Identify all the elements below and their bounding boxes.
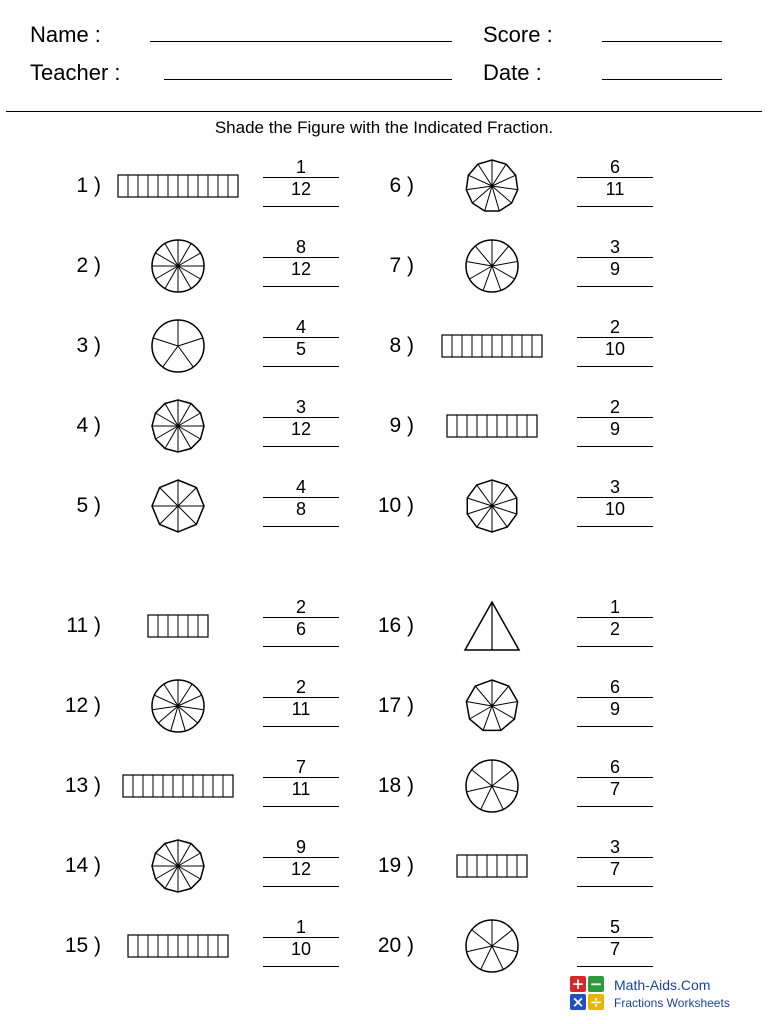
sector-divider: [492, 266, 501, 290]
answer-line[interactable]: [577, 446, 653, 447]
sector-divider: [178, 506, 196, 524]
bar-outline: [123, 775, 233, 797]
fraction-denominator: 7: [609, 859, 620, 879]
fraction-figure-circle[interactable]: [460, 754, 524, 818]
fraction-denominator: 12: [290, 259, 312, 279]
fraction-numerator: 9: [263, 837, 339, 858]
sector-divider: [178, 338, 203, 346]
fraction-numerator: 3: [577, 837, 653, 858]
fraction-figure-bar[interactable]: [122, 774, 234, 798]
times-icon: ×: [571, 993, 585, 1011]
fraction-figure-circle[interactable]: [146, 674, 210, 738]
date-label: Date :: [483, 60, 542, 85]
sector-divider: [467, 498, 492, 506]
answer-line[interactable]: [263, 966, 339, 967]
sector-divider: [492, 485, 507, 506]
fraction-numerator: 1: [263, 917, 339, 938]
answer-line[interactable]: [577, 646, 653, 647]
sector-divider: [492, 946, 503, 969]
sector-divider: [469, 266, 492, 279]
problem-number: 14 ): [64, 854, 101, 877]
answer-line[interactable]: [577, 286, 653, 287]
problem-number: 10 ): [377, 494, 414, 517]
problem-number: 16 ): [377, 614, 414, 637]
sector-divider: [160, 506, 178, 524]
fraction-numerator: 2: [577, 317, 653, 338]
fraction-figure-triangle[interactable]: [463, 600, 521, 652]
sector-divider: [178, 488, 196, 506]
fraction-numerator: 3: [263, 397, 339, 418]
fraction-denominator: 9: [609, 699, 620, 719]
sector-divider: [492, 930, 512, 946]
answer-line[interactable]: [577, 526, 653, 527]
answer-line[interactable]: [263, 206, 339, 207]
fraction-figure-polygon[interactable]: [146, 834, 210, 898]
sector-divider: [163, 346, 178, 367]
fraction-numerator: 4: [263, 317, 339, 338]
teacher-label: Teacher :: [30, 60, 121, 85]
fraction-numerator: 2: [577, 397, 653, 418]
fraction-figure-bar[interactable]: [441, 334, 543, 358]
sector-divider: [472, 930, 492, 946]
fraction-numerator: 8: [263, 237, 339, 258]
fraction-denominator: 12: [290, 419, 312, 439]
fraction-figure-bar[interactable]: [127, 934, 229, 958]
problem-number: 2 ): [76, 254, 101, 277]
instructions: Shade the Figure with the Indicated Fraction.: [214, 118, 554, 137]
answer-line[interactable]: [263, 366, 339, 367]
fraction-figure-circle[interactable]: [460, 234, 524, 298]
sector-divider: [472, 770, 492, 786]
bar-outline: [447, 415, 537, 437]
sector-divider: [467, 506, 492, 514]
problem-number: 13 ): [64, 774, 101, 797]
fraction-denominator: 10: [290, 939, 312, 959]
fraction-figure-polygon[interactable]: [146, 394, 210, 458]
problem-number: 9 ): [389, 414, 414, 437]
sector-divider: [467, 786, 492, 792]
sector-divider: [492, 706, 515, 719]
fraction-figure-bar[interactable]: [147, 614, 209, 638]
fraction-numerator: 6: [577, 157, 653, 178]
fraction-numerator: 3: [577, 237, 653, 258]
answer-line[interactable]: [577, 966, 653, 967]
score-field[interactable]: [602, 41, 722, 42]
fraction-denominator: 11: [605, 179, 625, 199]
answer-line[interactable]: [263, 646, 339, 647]
fraction-figure-bar[interactable]: [446, 414, 538, 438]
fraction-denominator: 12: [290, 179, 312, 199]
problem-number: 3 ): [76, 334, 101, 357]
problem-number: 19 ): [377, 854, 414, 877]
problem-number: 15 ): [64, 934, 101, 957]
problem-number: 4 ): [76, 414, 101, 437]
answer-line[interactable]: [577, 806, 653, 807]
fraction-denominator: 7: [609, 779, 620, 799]
fraction-figure-circle[interactable]: [146, 314, 210, 378]
date-field[interactable]: [602, 79, 722, 80]
sector-divider: [483, 706, 492, 730]
sector-divider: [492, 706, 501, 730]
fraction-denominator: 2: [609, 619, 620, 639]
fraction-denominator: 9: [609, 259, 620, 279]
sector-divider: [492, 786, 517, 792]
fraction-denominator: 10: [604, 499, 626, 519]
fraction-numerator: 2: [263, 677, 339, 698]
answer-line[interactable]: [577, 726, 653, 727]
fraction-numerator: 3: [577, 477, 653, 498]
sector-divider: [483, 266, 492, 290]
fraction-figure-polygon[interactable]: [460, 674, 524, 738]
fraction-denominator: 11: [291, 699, 311, 719]
minus-icon: −: [589, 975, 603, 993]
problem-number: 5 ): [76, 494, 101, 517]
sector-divider: [153, 338, 178, 346]
fraction-denominator: 10: [604, 339, 626, 359]
score-label: Score :: [483, 22, 553, 47]
fraction-figure-polygon[interactable]: [460, 154, 524, 218]
fraction-denominator: 12: [290, 859, 312, 879]
answer-line[interactable]: [263, 526, 339, 527]
sector-divider: [481, 946, 492, 969]
fraction-denominator: 5: [295, 339, 306, 359]
fraction-figure-circle[interactable]: [146, 234, 210, 298]
sector-divider: [492, 506, 507, 527]
sector-divider: [492, 786, 503, 809]
sector-divider: [477, 506, 492, 527]
problem-number: 1 ): [76, 174, 101, 197]
sector-divider: [492, 946, 517, 952]
sector-divider: [481, 786, 492, 809]
problem-number: 18 ): [377, 774, 414, 797]
fraction-denominator: 8: [295, 499, 306, 519]
teacher-field[interactable]: [164, 79, 452, 80]
sector-divider: [178, 346, 193, 367]
problem-number: 8 ): [389, 334, 414, 357]
answer-line[interactable]: [577, 366, 653, 367]
math-aids-logo: [570, 976, 760, 1016]
fraction-numerator: 1: [577, 597, 653, 618]
problem-number: 12 ): [64, 694, 101, 717]
name-label: Name :: [30, 22, 101, 47]
problem-number: 6 ): [389, 174, 414, 197]
fraction-figure-circle[interactable]: [460, 914, 524, 978]
answer-line[interactable]: [263, 726, 339, 727]
fraction-numerator: 1: [263, 157, 339, 178]
answer-line[interactable]: [577, 886, 653, 887]
fraction-numerator: 6: [577, 757, 653, 778]
problem-number: 17 ): [377, 694, 414, 717]
sector-divider: [492, 770, 512, 786]
problem-number: 7 ): [389, 254, 414, 277]
operations-icon: [570, 976, 606, 1012]
fraction-denominator: 11: [291, 779, 311, 799]
problem-number: 20 ): [377, 934, 414, 957]
fraction-numerator: 4: [263, 477, 339, 498]
answer-line[interactable]: [263, 806, 339, 807]
sector-divider: [492, 266, 515, 279]
plus-icon: +: [571, 975, 585, 993]
fraction-denominator: 7: [609, 939, 620, 959]
header-divider: [6, 111, 762, 112]
logo-subtitle: Fractions Worksheets: [614, 996, 730, 1010]
name-field[interactable]: [150, 41, 452, 42]
fraction-figure-polygon[interactable]: [146, 474, 210, 538]
sector-divider: [477, 485, 492, 506]
sector-divider: [492, 498, 517, 506]
sector-divider: [467, 946, 492, 952]
answer-line[interactable]: [263, 886, 339, 887]
answer-line[interactable]: [263, 446, 339, 447]
fraction-numerator: 5: [577, 917, 653, 938]
fraction-numerator: 2: [263, 597, 339, 618]
sector-divider: [492, 506, 517, 514]
logo-title: Math-Aids.Com: [614, 977, 711, 993]
fraction-denominator: 6: [295, 619, 306, 639]
answer-line[interactable]: [263, 286, 339, 287]
fraction-denominator: 9: [609, 419, 620, 439]
problem-number: 11 ): [66, 614, 101, 637]
fraction-figure-polygon[interactable]: [460, 474, 524, 538]
sector-divider: [160, 488, 178, 506]
fraction-figure-bar[interactable]: [117, 174, 239, 198]
fraction-numerator: 6: [577, 677, 653, 698]
fraction-figure-bar[interactable]: [456, 854, 528, 878]
divide-icon: ÷: [589, 993, 603, 1011]
fraction-numerator: 7: [263, 757, 339, 778]
sector-divider: [469, 706, 492, 719]
answer-line[interactable]: [577, 206, 653, 207]
